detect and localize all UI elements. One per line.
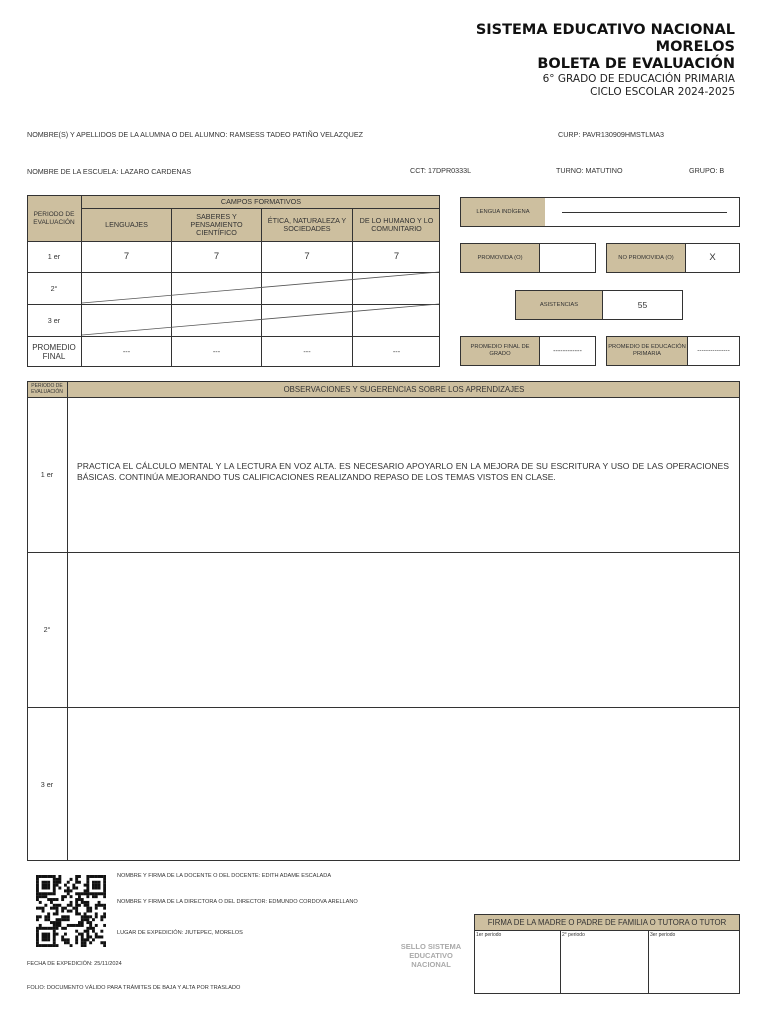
- firma-periodo-3: 3er periodo: [650, 932, 676, 938]
- row4-val4: ---: [392, 347, 401, 356]
- qr-code-icon: [36, 875, 106, 947]
- firma-periodo-2: 2° periodo: [562, 932, 585, 938]
- obs-title: OBSERVACIONES Y SUGERENCIAS SOBRE LOS APRENDIZAJES: [283, 384, 525, 394]
- header-line2: MORELOS: [655, 39, 735, 55]
- student-name: NOMBRE(S) Y APELLIDOS DE LA ALUMNA O DEL ALUMNO: RAMSESS TADEO PATIÑO VELAZQUEZ: [27, 130, 364, 139]
- row4-val1: ---: [122, 347, 131, 356]
- asistencias-label: ASISTENCIAS: [539, 302, 579, 308]
- row1-val4: 7: [393, 251, 400, 262]
- row3-period: 3 er: [47, 315, 61, 325]
- campos-title: CAMPOS FORMATIVOS: [220, 197, 302, 206]
- row4-val3: ---: [303, 347, 311, 356]
- docente-signature: NOMBRE Y FIRMA DE LA DOCENTE O DEL DOCENTE: EDITH ADAME ESCALADA: [117, 873, 332, 879]
- period-header: PERIODO DE EVALUACIÓN: [33, 210, 75, 226]
- asistencias-value: 55: [637, 300, 648, 310]
- school-cct: CCT: 17DPR0333L: [410, 166, 472, 175]
- lengua-value: [562, 198, 727, 212]
- promedio-grado-label: PROMEDIO FINAL DE GRADO: [470, 344, 530, 357]
- header-line4: 6° GRADO DE EDUCACIÓN PRIMARIA: [542, 73, 735, 85]
- row1-val3: 7: [304, 251, 310, 262]
- col-saberes: SABERES Y PENSAMIENTO CIENTÍFICO: [190, 212, 243, 237]
- col-lenguajes: LENGUAJES: [105, 220, 148, 229]
- parent-signature-title: FIRMA DE LA MADRE O PADRE DE FAMILIA O TUTORA O TUTOR: [487, 917, 727, 927]
- row4-period: PROMEDIO FINAL: [32, 343, 76, 361]
- col-humano: DE LO HUMANO Y LO COMUNITARIO: [359, 216, 434, 233]
- promedio-grado-value: ------------: [553, 346, 582, 355]
- student-curp: CURP: PAVR130909HMSTLMA3: [558, 130, 664, 139]
- director-signature: NOMBRE Y FIRMA DE LA DIRECTORA O DEL DIRECTOR: EDMUNDO CORDOVA ARELLANO: [117, 899, 358, 905]
- fecha-expedicion: FECHA DE EXPEDICIÓN: 25/11/2024: [27, 961, 122, 967]
- header-line1: SISTEMA EDUCATIVO NACIONAL: [475, 22, 735, 38]
- obs-period-header: PERIODO DE EVALUACIÓN: [31, 383, 63, 395]
- row1-period: 1 er: [47, 252, 61, 261]
- firma-periodo-1: 1er periodo: [476, 932, 502, 938]
- obs-row1-period: 1 er: [40, 470, 54, 479]
- promovida-label: PROMOVIDA (O): [477, 255, 523, 261]
- promovida-value: [540, 244, 595, 272]
- sello-seal: SELLO SISTEMA EDUCATIVO NACIONAL: [400, 942, 462, 969]
- col-etica: ÉTICA, NATURALEZA Y SOCIEDADES: [267, 216, 347, 233]
- no-promovida-label: NO PROMOVIDA (O): [618, 255, 674, 261]
- school-name: NOMBRE DE LA ESCUELA: LAZARO CARDENAS: [27, 167, 192, 176]
- header-line5: CICLO ESCOLAR 2024-2025: [590, 86, 735, 98]
- obs-row3-period: 3 er: [40, 779, 54, 789]
- promedio-primaria-value: ---------------: [697, 347, 730, 354]
- lengua-label: LENGUA INDÍGENA: [476, 209, 530, 215]
- no-promovida-value: X: [709, 252, 716, 263]
- obs-row2-period: 2°: [43, 625, 51, 634]
- folio: FOLIO: DOCUMENTO VÁLIDO PARA TRÁMITES DE BAJA Y ALTA POR TRASLADO: [27, 985, 241, 991]
- school-turno: TURNO: MATUTINO: [556, 166, 623, 175]
- row1-val2: 7: [213, 251, 220, 262]
- obs-row1-text: PRACTICA EL CÁLCULO MENTAL Y LA LECTURA EN VOZ ALTA. ES NECESARIO APOYARLO EN LA MEJORA DE SU ESCRITURA Y USO DE LAS OPERACIONES BÁSICAS. CONTINÚA MEJORANDO TUS CALIFICACIONES REALIZANDO REPASO DE LOS TEMAS VISTOS EN CLASE.: [77, 461, 729, 482]
- promedio-primaria-label: PROMEDIO DE EDUCACIÓN PRIMARIA: [608, 344, 686, 357]
- lugar-expedicion: LUGAR DE EXPEDICIÓN: JIUTEPEC, MORELOS: [117, 930, 243, 936]
- row1-val1: 7: [123, 251, 130, 262]
- row4-val2: ---: [212, 347, 221, 356]
- school-grupo: GRUPO: B: [689, 166, 725, 175]
- row2-period: 2°: [50, 283, 58, 293]
- header-line3: BOLETA DE EVALUACIÓN: [537, 56, 735, 72]
